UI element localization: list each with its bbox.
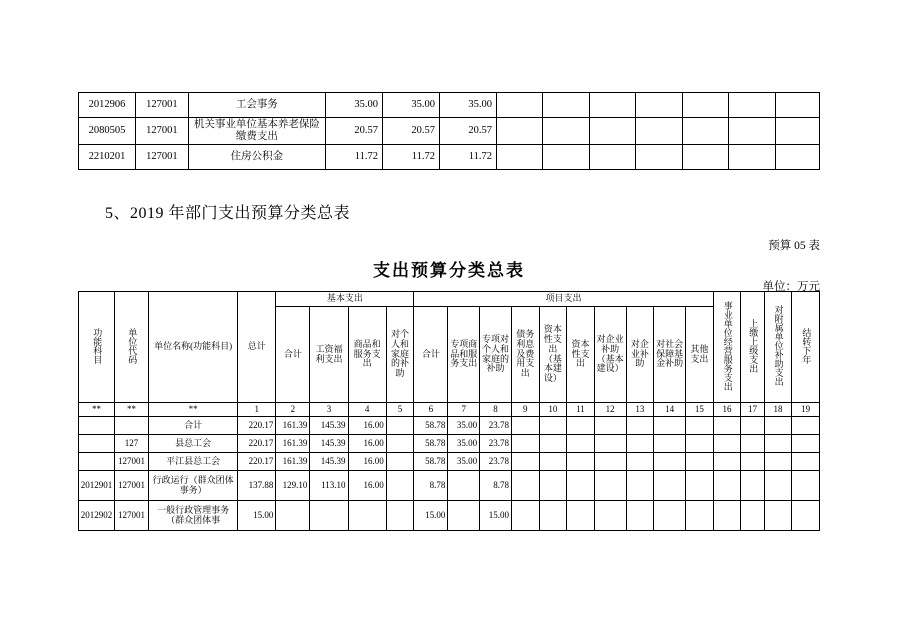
table-row	[79, 93, 820, 118]
col-number: 18	[764, 403, 792, 417]
cell-project-subtotal: 8.78	[414, 471, 448, 501]
col-number: 7	[448, 403, 480, 417]
column-number-row	[79, 403, 820, 417]
func-code	[79, 417, 115, 435]
empty-cell	[636, 118, 682, 145]
cell-debt-interest	[511, 453, 539, 471]
cell-capital-basic-construction	[539, 435, 567, 453]
col-header-special-individual-family-subsidy: 专项对个人和家庭的补助	[480, 307, 512, 403]
col-header-debt-interest: 债务利息及费用支出	[511, 307, 539, 403]
cell-subordinate-subsidy	[764, 471, 792, 501]
cell-special-individual-family-subsidy: 15.00	[480, 501, 512, 531]
table-group-header-row	[79, 292, 820, 307]
unit-name: 县总工会	[149, 435, 238, 453]
col-header-individual-family-subsidy: 对个人和家庭的补助	[386, 307, 414, 403]
cell-salary-welfare: 145.39	[310, 417, 348, 435]
group-header-project: 项目支出	[414, 292, 713, 307]
cell-other-expenditure	[686, 435, 714, 453]
col-header-special-goods-services: 专项商品和服务支出	[448, 307, 480, 403]
cell-individual-family-subsidy	[386, 417, 414, 435]
cell-salary-welfare	[310, 501, 348, 531]
cell-total: 15.00	[238, 501, 276, 531]
col-header-carryover: 结转下年	[792, 292, 820, 403]
cell-enterprise-subsidy	[626, 417, 654, 435]
empty-cell	[543, 93, 589, 118]
col-header-basic-subtotal: 合计	[276, 307, 310, 403]
empty-cell	[636, 93, 682, 118]
cell-goods-services: 16.00	[348, 435, 386, 453]
col-header-capital-expenditure: 资本性支出	[567, 307, 595, 403]
unit-code: 127001	[115, 471, 149, 501]
col-number: 1	[238, 403, 276, 417]
value-1: 35.00	[325, 93, 382, 118]
func-code	[79, 453, 115, 471]
cell-special-goods-services	[448, 501, 480, 531]
cell-business-service	[713, 417, 741, 435]
unit-name: 行政运行（群众团体事务）	[149, 471, 238, 501]
cell-carryover	[792, 471, 820, 501]
cell-carryover	[792, 417, 820, 435]
empty-cell	[636, 145, 682, 170]
cell-special-individual-family-subsidy: 23.78	[480, 435, 512, 453]
cell-salary-welfare: 145.39	[310, 453, 348, 471]
cell-debt-interest	[511, 435, 539, 453]
empty-cell	[543, 145, 589, 170]
expenditure-summary-table	[78, 291, 820, 531]
cell-subordinate-subsidy	[764, 435, 792, 453]
cell-debt-interest	[511, 501, 539, 531]
func-code: 2012902	[79, 501, 115, 531]
table-row	[79, 453, 820, 471]
cell-carryover	[792, 453, 820, 471]
star-cell: **	[149, 403, 238, 417]
cell-enterprise-subsidy-basic-construction	[594, 453, 626, 471]
cell-debt-interest	[511, 417, 539, 435]
col-number: 12	[594, 403, 626, 417]
col-header-salary-welfare: 工资福利支出	[310, 307, 348, 403]
col-number: 3	[310, 403, 348, 417]
unit-code: 127001	[136, 93, 189, 118]
empty-cell	[496, 145, 542, 170]
cell-capital-basic-construction	[539, 501, 567, 531]
cell-individual-family-subsidy	[386, 471, 414, 501]
unit-code: 127001	[136, 118, 189, 145]
cell-business-service	[713, 471, 741, 501]
cell-other-expenditure	[686, 471, 714, 501]
unit-code: 127001	[115, 501, 149, 531]
table-row	[79, 417, 820, 435]
cell-other-expenditure	[686, 417, 714, 435]
col-header-subordinate-subsidy: 对附属单位补助支出	[764, 292, 792, 403]
unit-name: 合计	[149, 417, 238, 435]
unit-name: 一般行政管理事务（群众团体事	[149, 501, 238, 531]
cell-special-goods-services: 35.00	[448, 453, 480, 471]
cell-individual-family-subsidy	[386, 435, 414, 453]
func-code: 2210201	[79, 145, 136, 170]
table-row	[79, 118, 820, 145]
cell-social-security-fund-subsidy	[654, 453, 686, 471]
cell-subordinate-subsidy	[764, 501, 792, 531]
col-number: 2	[276, 403, 310, 417]
empty-cell	[775, 118, 819, 145]
value-2: 35.00	[382, 93, 439, 118]
col-number: 15	[686, 403, 714, 417]
cell-special-individual-family-subsidy: 23.78	[480, 453, 512, 471]
cell-capital-expenditure	[567, 471, 595, 501]
col-header-unit-name: 单位名称(功能科目)	[149, 292, 238, 403]
cell-total: 137.88	[238, 471, 276, 501]
cell-upper-payment	[741, 453, 764, 471]
cell-total: 220.17	[238, 453, 276, 471]
cell-individual-family-subsidy	[386, 501, 414, 531]
cell-other-expenditure	[686, 453, 714, 471]
col-header-enterprise-subsidy-basic-construction: 对企业补助（基本建设）	[594, 307, 626, 403]
cell-total: 220.17	[238, 417, 276, 435]
cell-project-subtotal: 15.00	[414, 501, 448, 531]
value-3: 35.00	[439, 93, 496, 118]
col-header-unit-code: 单位代码	[115, 292, 149, 403]
cell-capital-expenditure	[567, 435, 595, 453]
empty-cell	[496, 93, 542, 118]
empty-cell	[729, 145, 775, 170]
value-3: 20.57	[439, 118, 496, 145]
col-number: 11	[567, 403, 595, 417]
col-number: 16	[713, 403, 741, 417]
unit-code: 127001	[136, 145, 189, 170]
func-code: 2012906	[79, 93, 136, 118]
cell-social-security-fund-subsidy	[654, 471, 686, 501]
empty-cell	[775, 93, 819, 118]
empty-cell	[496, 118, 542, 145]
cell-business-service	[713, 435, 741, 453]
cell-capital-basic-construction	[539, 417, 567, 435]
empty-cell	[682, 93, 728, 118]
empty-cell	[682, 145, 728, 170]
cell-other-expenditure	[686, 501, 714, 531]
cell-basic-subtotal: 161.39	[276, 453, 310, 471]
empty-cell	[775, 145, 819, 170]
cell-basic-subtotal: 161.39	[276, 417, 310, 435]
value-1: 11.72	[325, 145, 382, 170]
value-1: 20.57	[325, 118, 382, 145]
unit-code	[115, 417, 149, 435]
cell-subordinate-subsidy	[764, 417, 792, 435]
table-row	[79, 471, 820, 501]
func-code: 2080505	[79, 118, 136, 145]
col-header-capital-basic-construction: 资本性支出（基本建设）	[539, 307, 567, 403]
col-header-enterprise-subsidy: 对企业补助	[626, 307, 654, 403]
empty-cell	[543, 118, 589, 145]
cell-enterprise-subsidy	[626, 453, 654, 471]
cell-debt-interest	[511, 471, 539, 501]
cell-goods-services: 16.00	[348, 417, 386, 435]
col-header-goods-services: 商品和服务支出	[348, 307, 386, 403]
cell-business-service	[713, 453, 741, 471]
cell-capital-expenditure	[567, 417, 595, 435]
cell-capital-basic-construction	[539, 453, 567, 471]
expenditure-continuation-table	[78, 92, 820, 170]
cell-salary-welfare: 145.39	[310, 435, 348, 453]
cell-special-goods-services	[448, 471, 480, 501]
cell-social-security-fund-subsidy	[654, 501, 686, 531]
cell-upper-payment	[741, 417, 764, 435]
cell-subordinate-subsidy	[764, 453, 792, 471]
col-header-project-subtotal: 合计	[414, 307, 448, 403]
cell-social-security-fund-subsidy	[654, 435, 686, 453]
col-header-func-code: 功能科目	[79, 292, 115, 403]
col-number: 9	[511, 403, 539, 417]
cell-basic-subtotal	[276, 501, 310, 531]
cell-salary-welfare: 113.10	[310, 471, 348, 501]
func-code	[79, 435, 115, 453]
cell-enterprise-subsidy	[626, 501, 654, 531]
cell-upper-payment	[741, 501, 764, 531]
cell-basic-subtotal: 161.39	[276, 435, 310, 453]
cell-goods-services	[348, 501, 386, 531]
item-name: 住房公积金	[188, 145, 325, 170]
cell-enterprise-subsidy-basic-construction	[594, 471, 626, 501]
table-row	[79, 145, 820, 170]
cell-enterprise-subsidy	[626, 471, 654, 501]
group-header-basic: 基本支出	[276, 292, 414, 307]
cell-project-subtotal: 58.78	[414, 435, 448, 453]
cell-carryover	[792, 435, 820, 453]
cell-total: 220.17	[238, 435, 276, 453]
cell-capital-expenditure	[567, 453, 595, 471]
cell-basic-subtotal: 129.10	[276, 471, 310, 501]
empty-cell	[589, 118, 635, 145]
cell-enterprise-subsidy-basic-construction	[594, 501, 626, 531]
empty-cell	[729, 93, 775, 118]
cell-project-subtotal: 58.78	[414, 453, 448, 471]
value-2: 11.72	[382, 145, 439, 170]
cell-goods-services: 16.00	[348, 453, 386, 471]
col-number: 17	[741, 403, 764, 417]
col-header-other-expenditure: 其他支出	[686, 307, 714, 403]
cell-business-service	[713, 501, 741, 531]
unit-code: 127	[115, 435, 149, 453]
empty-cell	[729, 118, 775, 145]
col-number: 6	[414, 403, 448, 417]
col-number: 19	[792, 403, 820, 417]
unit-code: 127001	[115, 453, 149, 471]
cell-enterprise-subsidy-basic-construction	[594, 435, 626, 453]
col-number: 13	[626, 403, 654, 417]
cell-capital-basic-construction	[539, 471, 567, 501]
item-name: 机关事业单位基本养老保险缴费支出	[188, 118, 325, 145]
empty-cell	[589, 93, 635, 118]
cell-enterprise-subsidy-basic-construction	[594, 417, 626, 435]
col-header-total: 总计	[238, 292, 276, 403]
star-cell: **	[79, 403, 115, 417]
unit-name: 平江县总工会	[149, 453, 238, 471]
cell-project-subtotal: 58.78	[414, 417, 448, 435]
cell-upper-payment	[741, 471, 764, 501]
col-number: 14	[654, 403, 686, 417]
col-header-upper-payment: 上缴上级支出	[741, 292, 764, 403]
col-number: 5	[386, 403, 414, 417]
cell-individual-family-subsidy	[386, 453, 414, 471]
func-code: 2012901	[79, 471, 115, 501]
value-3: 11.72	[439, 145, 496, 170]
col-header-social-security-fund-subsidy: 对社会保障基金补助	[654, 307, 686, 403]
cell-carryover	[792, 501, 820, 531]
col-number: 4	[348, 403, 386, 417]
col-header-business-service: 事业单位经营服务支出	[713, 292, 741, 403]
cell-special-individual-family-subsidy: 23.78	[480, 417, 512, 435]
form-number-label: 预算 05 表	[768, 240, 820, 252]
cell-special-goods-services: 35.00	[448, 417, 480, 435]
cell-special-individual-family-subsidy: 8.78	[480, 471, 512, 501]
cell-upper-payment	[741, 435, 764, 453]
cell-social-security-fund-subsidy	[654, 417, 686, 435]
cell-capital-expenditure	[567, 501, 595, 531]
star-cell: **	[115, 403, 149, 417]
item-name: 工会事务	[188, 93, 325, 118]
value-2: 20.57	[382, 118, 439, 145]
page-title: 支出预算分类总表	[373, 261, 525, 280]
col-number: 10	[539, 403, 567, 417]
cell-goods-services: 16.00	[348, 471, 386, 501]
table-row	[79, 435, 820, 453]
section-heading: 5、2019 年部门支出预算分类总表	[105, 205, 351, 222]
empty-cell	[682, 118, 728, 145]
cell-enterprise-subsidy	[626, 435, 654, 453]
col-number: 8	[480, 403, 512, 417]
table-row	[79, 501, 820, 531]
empty-cell	[589, 145, 635, 170]
unit-label: 单位：万元	[762, 281, 820, 293]
cell-special-goods-services: 35.00	[448, 435, 480, 453]
